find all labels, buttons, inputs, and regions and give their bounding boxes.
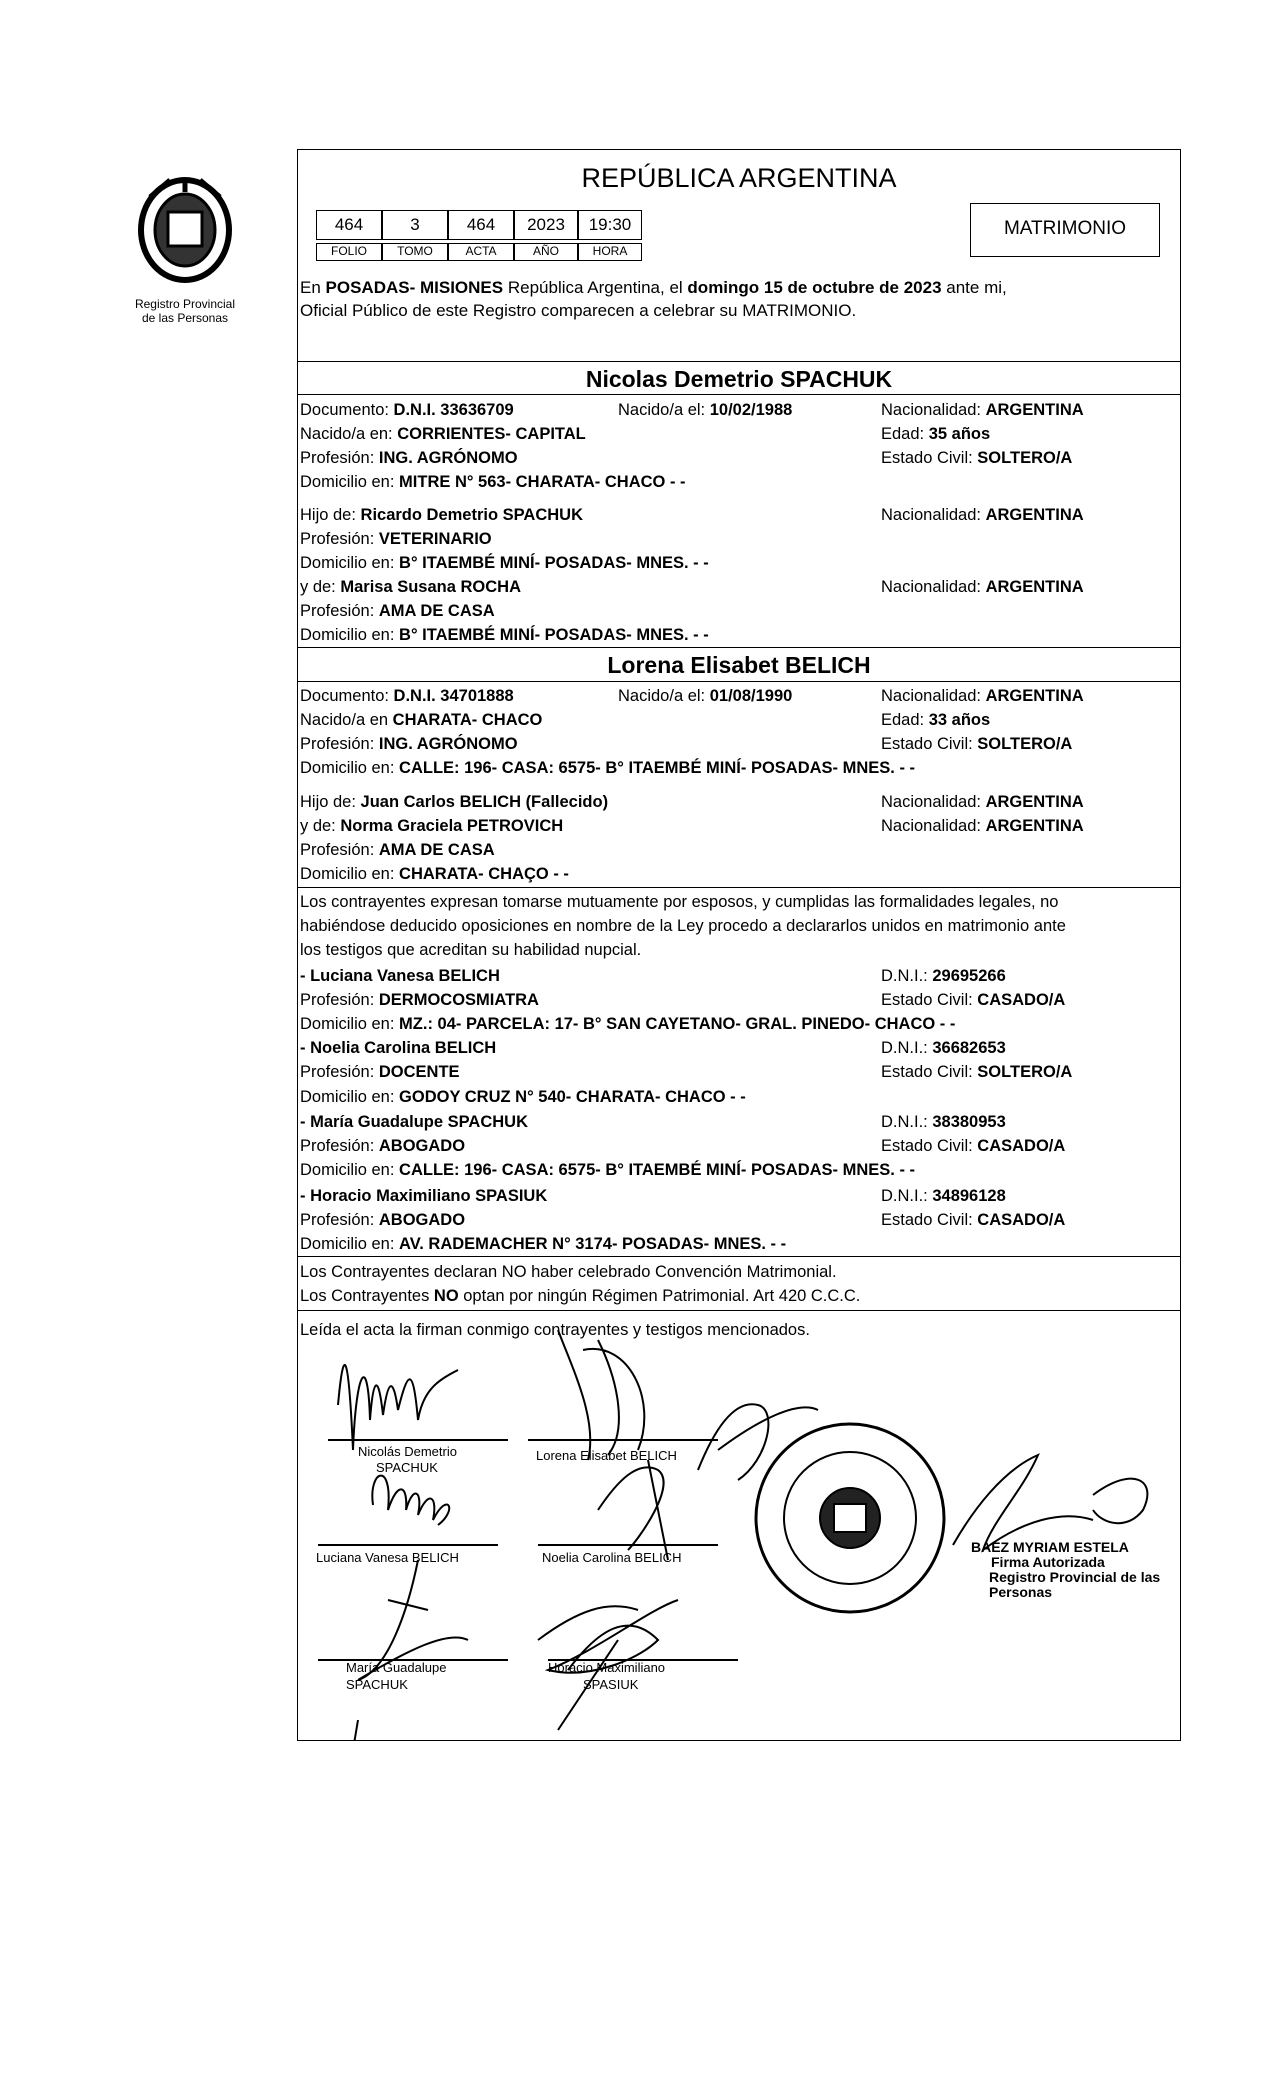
officer-registry: Registro Provincial de las Personas xyxy=(989,1569,1161,1600)
officer-name: BAEZ MYRIAM ESTELA xyxy=(971,1539,1129,1555)
spouse2-age: Edad: 33 años xyxy=(881,711,991,729)
country-title: REPÚBLICA ARGENTINA xyxy=(581,163,897,193)
signature-label-maria: María Guadalupe SPACHUK xyxy=(346,1660,447,1692)
folio-value: 464 xyxy=(316,210,382,240)
intro-line-2: Oficial Público de este Registro comparecen a celebrar su MATRIMONIO. xyxy=(300,301,857,320)
spouse2-address: Domicilio en: CALLE: 196- CASA: 6575- B° ITAEMBÉ MINÍ- POSADAS- MNES. - - xyxy=(300,759,916,777)
hora-value: 19:30 xyxy=(578,210,642,240)
spouse1-father: Hijo de: Ricardo Demetrio SPACHUK xyxy=(300,506,584,524)
spouse2-father: Hijo de: Juan Carlos BELICH (Fallecido) xyxy=(300,793,609,811)
spouse1-birthdate: Nacido/a el: 10/02/1988 xyxy=(618,401,793,419)
registry-logo xyxy=(120,172,250,292)
marriage-act: REPÚBLICA ARGENTINA 464 3 464 2023 19:30 FOLIO TOMO ACTA AÑO HORA MATRIMONIO En POSADAS- MISIONES República Argentina, el domingo 15 de octubre de 2023 ante mi, Oficial Público de este Registro comparecen a celebrar su MATRIMONIO. Nicolas Demetrio SPACHUK Documento: D.N.I. 33636709 Nacido/a el: 10/02/1988 Nacionalidad: ARGENTINA Nacido/a en: CORRIENTES- CAPITAL Edad: 35 años Profesión: ING. AGRÓNOMO Estado Civil: SOLTERO/A Domicilio en: MITRE N° 563- CHARATA- CHACO - - Hijo de: Ricardo Demetrio SPACHUK Nacionalidad: ARGENTINA Profesión: VETERINARIO Domicilio en: B° ITAEMBÉ MINÍ- POSADAS- MNES. - - y de: Marisa Susana ROCHA Nacionalidad: ARGENTINA Profesión: AMA DE CASA Domicilio en: B° ITAEMBÉ MINÍ- POSADAS- MNES. - - Lorena Elisabet BELICH Documento: D.N.I. 34701888 Nacido/a el: 01/08/1990 Nacionalidad: ARGENTINA Nacido/a en CHARATA- CHACO Edad: 33 años Profesión: ING. AGRÓNOMO Estado Civil: SOLTERO/A Domicilio en: CALLE: 196- CASA: 6575- B° ITAEMBÉ MINÍ- POSADAS- MNES. - - Hijo de: Juan Carlos BELICH (Fallecido) Nacionalidad: ARGENTINA y de: Norma Graciela PETROVICH Nacionalidad: ARGENTINA Profesión: AMA DE CASA Domicilio en: CHARATA- CHAÇO - - Los contrayentes expresan tomarse mutuamente por esposos, y cumplidas las formalidades legales, no habiéndose deducido oposiciones en nombre de la Ley procedo a declararlos unidos en matrimonio ante los testigos que acreditan su habilidad nupcial. - Luciana Vanesa BELICH D.N.I.: 29695266 Profesión: DERMOCOSMIATRA Estado Civil: CASADO/A Domicilio en: MZ.: 04- PARCELA: 17- B° SAN CAYETANO- GRAL. PINEDO- CHACO - - - Noelia Carolina BELICH D.N.I.: 36682653 Profesión: DOCENTE Estado Civil: SOLTERO/A Domicilio en: GODOY CRUZ N° 540- CHARATA- CHACO - - - María Guadalupe SPACHUK D.N.I.: 38380953 Profesión: ABOGADO Estado Civil: CASADO/A Domicilio en: CALLE: 196- CASA: 6575- B° ITAEMBÉ MINÍ- POSADAS- MNES. - - - Horacio Maximiliano SPASIUK D.N.I.: 34896128 Profesión: ABOGADO Estado Civil: CASADO/A Domicilio en: AV. RADEMACHER N° 3174- POSADAS- MNES. - - Los Contrayentes declaran NO haber celebrado Convención Matrimonial. Los Contrayentes NO optan por ningún Régimen Patrimonial. Art 420 C.C.C. Leída el acta la firman conmigo contrayentes y testigos mencionados. Nicolás Demetrio SPACHUK Lorena Elisabet BELICH Luciana Vanesa BELICH Noelia Carolina BELICH María Guadalupe SPACHUK Horacio Maximiliano SPASIUK BAEZ MYRIAM ESTELA Firma Autorizada Registro Provincial de las Personas xyxy=(297,149,1181,1741)
acta-label: ACTA xyxy=(448,243,514,261)
spouse2-civil-status: Estado Civil: SOLTERO/A xyxy=(881,735,1073,753)
spouse2-mother: y de: Norma Graciela PETROVICH xyxy=(300,817,564,835)
spouse2-mother-address: Domicilio en: CHARATA- CHAÇO - - xyxy=(300,865,569,883)
spouse1-mother-address: Domicilio en: B° ITAEMBÉ MINÍ- POSADAS- MNES. - - xyxy=(300,626,709,644)
anio-value: 2023 xyxy=(514,210,578,240)
folio-label: FOLIO xyxy=(316,243,382,261)
spouse2-name: Lorena Elisabet BELICH xyxy=(607,652,871,678)
spouse1-mother: y de: Marisa Susana ROCHA xyxy=(300,578,521,596)
spouse2-nationality: Nacionalidad: ARGENTINA xyxy=(881,687,1084,705)
spouse1-document: Documento: D.N.I. 33636709 xyxy=(300,401,514,419)
spouse1-mother-profession: Profesión: AMA DE CASA xyxy=(300,602,495,620)
declaration-line-1: Los contrayentes expresan tomarse mutuamente por esposos, y cumplidas las formalidades legales, no xyxy=(300,893,1059,911)
act-type-box: MATRIMONIO xyxy=(970,203,1160,257)
spouse1-profession: Profesión: ING. AGRÓNOMO xyxy=(300,449,518,467)
spouse1-nationality: Nacionalidad: ARGENTINA xyxy=(881,401,1084,419)
spouse2-profession: Profesión: ING. AGRÓNOMO xyxy=(300,735,518,753)
acta-value: 464 xyxy=(448,210,514,240)
spouse2-document: Documento: D.N.I. 34701888 xyxy=(300,687,514,705)
tomo-value: 3 xyxy=(382,210,448,240)
signature-label-horacio: Horacio Maximiliano SPASIUK xyxy=(548,1660,666,1692)
spouse1-father-nationality: Nacionalidad: ARGENTINA xyxy=(881,506,1084,524)
spouse2-father-nationality: Nacionalidad: ARGENTINA xyxy=(881,793,1084,811)
stamp-text xyxy=(750,1418,950,1618)
intro-line-1: En POSADAS- MISIONES República Argentina, el domingo 15 de octubre de 2023 ante mi, xyxy=(300,278,1007,297)
spouse1-mother-nationality: Nacionalidad: ARGENTINA xyxy=(881,578,1084,596)
signature-label-lorena: Lorena Elisabet BELICH xyxy=(536,1448,677,1463)
regime-line-2: Los Contrayentes NO optan por ningún Régimen Patrimonial. Art 420 C.C.C. xyxy=(300,1287,861,1305)
spouse1-civil-status: Estado Civil: SOLTERO/A xyxy=(881,449,1073,467)
spouse1-father-profession: Profesión: VETERINARIO xyxy=(300,530,492,548)
declaration-line-3: los testigos que acreditan su habilidad nupcial. xyxy=(300,941,642,959)
signature-label-noelia: Noelia Carolina BELICH xyxy=(542,1550,682,1565)
declaration-line-2: habiéndose deducido oposiciones en nombre de la Ley procedo a declararlos unidos en matrimonio ante xyxy=(300,917,1066,935)
spouse1-age: Edad: 35 años xyxy=(881,425,991,443)
officer-block xyxy=(971,1540,1180,1600)
spouse2-mother-nationality: Nacionalidad: ARGENTINA xyxy=(881,817,1084,835)
anio-label: AÑO xyxy=(514,243,578,261)
registry-seal-icon xyxy=(120,172,250,292)
spouse1-birthplace: Nacido/a en: CORRIENTES- CAPITAL xyxy=(300,425,586,443)
spouse1-father-address: Domicilio en: B° ITAEMBÉ MINÍ- POSADAS- MNES. - - xyxy=(300,554,709,572)
officer-role: Firma Autorizada xyxy=(991,1554,1105,1570)
closing-text: Leída el acta la firman conmigo contrayentes y testigos mencionados. xyxy=(300,1321,810,1339)
hora-label: HORA xyxy=(578,243,642,261)
spouse1-address: Domicilio en: MITRE N° 563- CHARATA- CHACO - - xyxy=(300,473,686,491)
regime-line-1: Los Contrayentes declaran NO haber celebrado Convención Matrimonial. xyxy=(300,1263,837,1281)
spouse1-name: Nicolas Demetrio SPACHUK xyxy=(585,366,893,392)
registry-name: Registro Provincial de las Personas xyxy=(134,297,236,325)
tomo-label: TOMO xyxy=(382,243,448,261)
spouse2-birthplace: Nacido/a en CHARATA- CHACO xyxy=(300,711,543,729)
signature-label-luciana: Luciana Vanesa BELICH xyxy=(316,1550,459,1565)
spouse2-birthdate: Nacido/a el: 01/08/1990 xyxy=(618,687,793,705)
signature-label-nicolas: Nicolás Demetrio SPACHUK xyxy=(358,1444,457,1475)
spouse2-mother-profession: Profesión: AMA DE CASA xyxy=(300,841,495,859)
